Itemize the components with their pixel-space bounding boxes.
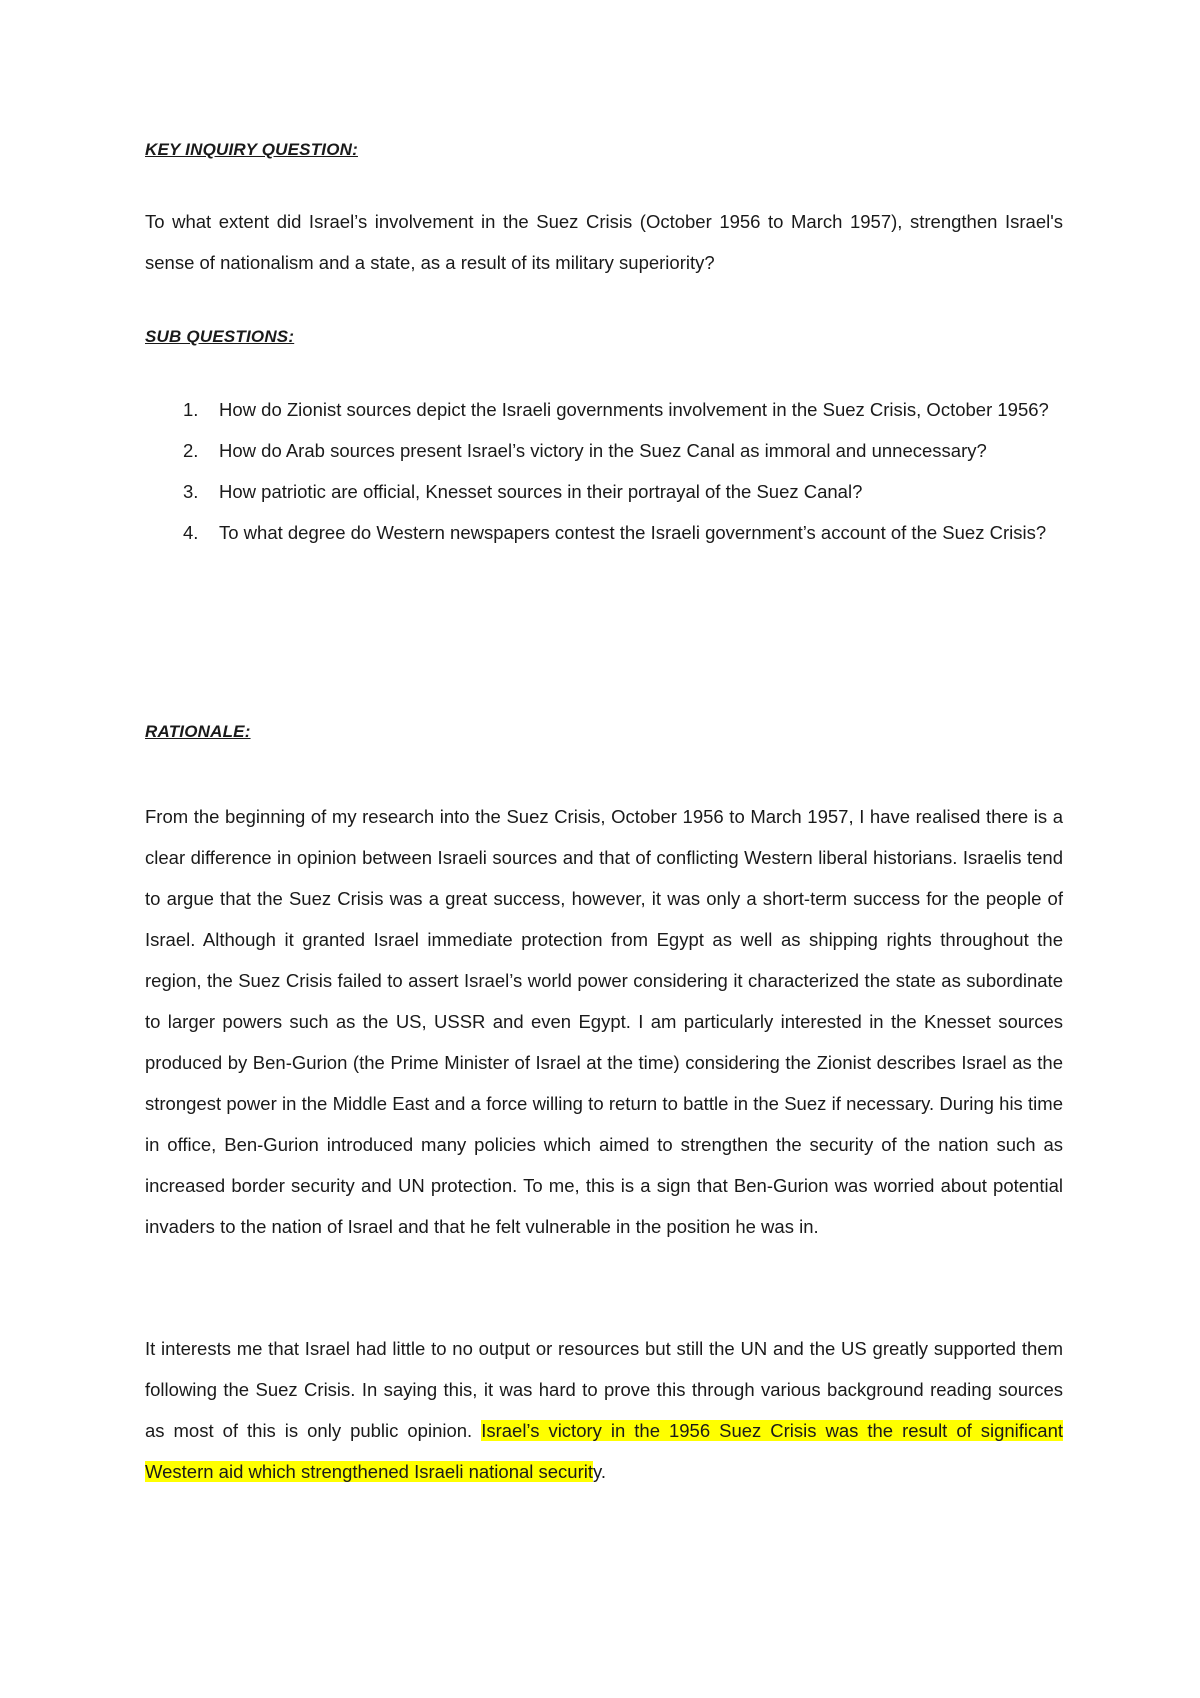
list-item	[145, 389, 1063, 430]
rationale-paragraph-1: From the beginning of my research into the Suez Crisis, October 1956 to March 1957, I have realised there is a clear difference in opinion between Israeli sources and that of conflicting Western liberal historians. Israelis tend to argue that the Suez Crisis was a great success, however, it was only a short-term success for the people of Israel. Although it granted Israel immediate protection from Egypt as well as shipping rights throughout the region, the Suez Crisis failed to assert Israel’s world power considering it characterized the state as subordinate to larger powers such as the US, USSR and even Egypt. I am particularly interested in the Knesset sources produced by Ben-Gurion (the Prime Minister of Israel at the time) considering the Zionist describes Israel as the strongest power in the Middle East and a force willing to return to battle in the Suez if necessary. During his time in office, Ben-Gurion introduced many policies which aimed to strengthen the security of the nation such as increased border security and UN protection. To me, this is a sign that Ben-Gurion was worried about potential invaders to the nation of Israel and that he felt vulnerable in the position he was in.	[145, 806, 1063, 1237]
sub-questions-heading-text: SUB QUESTIONS:	[145, 327, 295, 346]
list-item-number: 3.	[183, 481, 199, 502]
sub-questions-list	[145, 389, 1063, 553]
key-inquiry-question: To what extent did Israel’s involvement in the Suez Crisis (October 1956 to March 1957), strengthen Israel's sense of nationalism and a state, as a result of its military superiority?	[145, 211, 1063, 273]
list-item-text: How do Arab sources present Israel’s victory in the Suez Canal as immoral and unnecessary?	[219, 440, 987, 461]
list-item-text: How do Zionist sources depict the Israeli governments involvement in the Suez Crisis, October 1956?	[219, 399, 1049, 420]
rationale-heading	[145, 722, 251, 742]
rationale-heading-text: RATIONALE:	[145, 722, 251, 741]
list-item-text: To what degree do Western newspapers contest the Israeli government’s account of the Suez Crisis?	[219, 522, 1047, 543]
rationale-paragraph-2	[145, 1328, 1063, 1492]
list-item-text: How patriotic are official, Knesset sources in their portrayal of the Suez Canal?	[219, 481, 863, 502]
list-item	[145, 471, 1063, 512]
list-item-number: 1.	[183, 399, 199, 420]
rationale-paragraph-2-end: y.	[593, 1461, 607, 1482]
list-item-number: 4.	[183, 522, 199, 543]
rationale-paragraph-2-text: It interests me that Israel had little to no output or resources but still the UN and the US greatly supported them following the Suez Crisis. In saying this, it was hard to prove this through various background reading sources as most of this is only public opinion.	[145, 1338, 1063, 1441]
list-item	[145, 512, 1063, 553]
key-inquiry-heading-text: KEY INQUIRY QUESTION:	[145, 140, 358, 159]
key-inquiry-heading	[145, 140, 358, 160]
sub-questions-heading	[145, 327, 294, 347]
list-item-number: 2.	[183, 440, 199, 461]
list-item	[145, 430, 1063, 471]
highlighted-thesis: Israel’s victory in the 1956 Suez Crisis was the result of significant Western aid which strengthened Israeli national securit	[145, 1420, 1063, 1482]
